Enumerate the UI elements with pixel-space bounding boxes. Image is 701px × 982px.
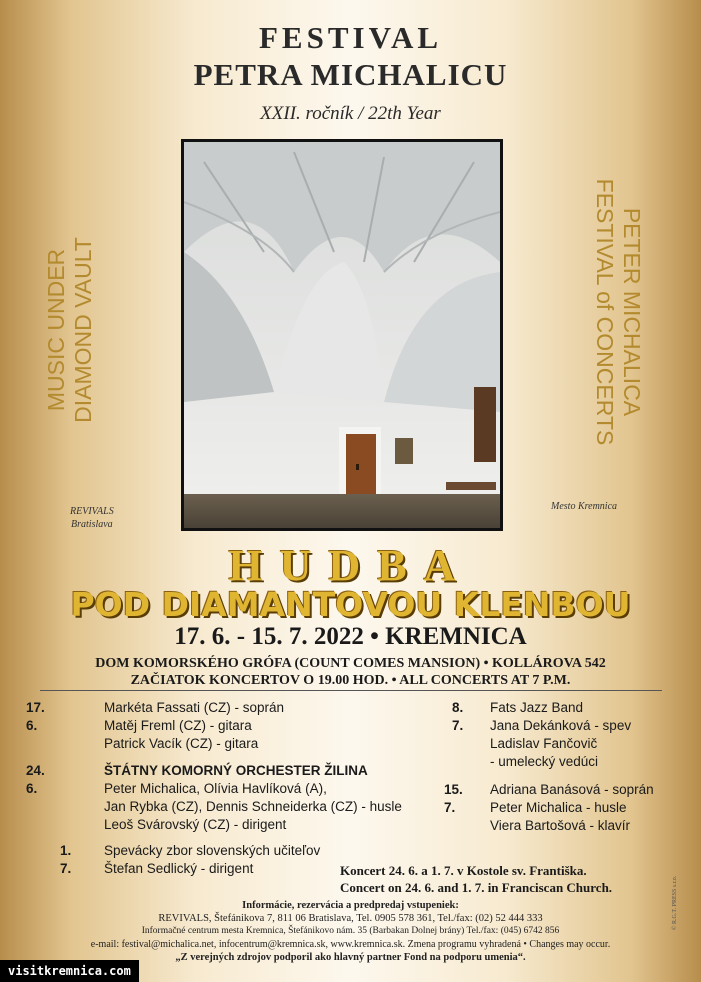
vault-photo <box>181 139 503 531</box>
organizer-right: Mesto Kremnica <box>551 501 618 512</box>
performer-line: Markéta Fassati (CZ) - soprán <box>104 700 285 715</box>
vault-photo-image <box>184 142 500 528</box>
program-lines <box>490 781 654 835</box>
performer-line: Fats Jazz Band <box>490 700 584 715</box>
performer-line: Ladislav Fančovič <box>490 736 598 751</box>
church-note-sk: Koncert 24. 6. a 1. 7. v Kostole sv. Františka. <box>340 863 587 878</box>
church-note-en: Concert on 24. 6. and 1. 7. in Franciscan Church. <box>340 880 613 895</box>
performer-line: Matěj Freml (CZ) - gitara <box>104 718 252 733</box>
performer-line: Patrick Vacík (CZ) - gitara <box>104 736 259 751</box>
organizer-left-city: Bratislava <box>71 519 113 530</box>
organizer-left-name: REVIVALS <box>70 506 114 517</box>
performer-line: Štefan Sedlický - dirigent <box>104 861 254 876</box>
performer-line: Adriana Banásová - soprán <box>490 782 654 797</box>
program-date: 15. 7. <box>444 782 463 815</box>
performer-line: Spevácky zbor slovenských učiteľov <box>104 843 321 858</box>
right-vertical-title <box>591 162 645 462</box>
program-date: 17. 6. <box>26 700 45 733</box>
performer-line: Leoš Svárovský (CZ) - dirigent <box>104 817 287 832</box>
left-vertical-line1: MUSIC UNDER <box>43 248 69 412</box>
performer-line: Jana Dekánková - spev <box>490 718 632 733</box>
funding-note: „Z verejných zdrojov podporil ako hlavný partner Fond na podporu umenia“. <box>175 952 526 963</box>
right-vertical-line1: PETER MICHALICA <box>619 207 645 417</box>
divider-line <box>40 690 662 691</box>
watermark-link[interactable]: visitkremnica.com <box>0 960 139 982</box>
performer-line: Peter Michalica - husle <box>490 800 627 815</box>
performer-line: Viera Bartošová - klavír <box>490 818 631 833</box>
festival-name: PETRA MICHALICU <box>193 57 508 92</box>
copyright-note: © R.G.T. PRESS s.r.o. <box>672 875 678 930</box>
performer-line: Peter Michalica, Olívia Havlíková (A), <box>104 781 327 796</box>
program-date: 8. 7. <box>452 700 464 733</box>
program-date: 1. 7. <box>60 843 72 876</box>
program-date: 24. 6. <box>26 763 45 796</box>
info-line-infocentrum: Informačné centrum mesta Kremnica, Štefánikovo nám. 35 (Barbakan Dolnej brány) Tel./fax: (045) 6742 856 <box>141 926 560 936</box>
festival-dates: 17. 6. - 15. 7. 2022 • KREMNICA <box>174 623 527 650</box>
program-lines <box>104 842 320 878</box>
venue-line: DOM KOMORSKÉHO GRÓFA (COUNT COMES MANSION) • KOLLÁROVA 542 <box>95 656 606 671</box>
start-time-line: ZAČIATOK KONCERTOV O 19.00 HOD. • ALL CONCERTS AT 7 P.M. <box>130 673 571 688</box>
performer-line: - umelecký vedúci <box>490 754 599 769</box>
organizer-left <box>70 505 114 531</box>
left-vertical-title <box>43 200 97 460</box>
info-line-revivals: REVIVALS, Štefánikova 7, 811 06 Bratislava, Tel. 0905 578 361, Tel./fax: (02) 52 444 333 <box>158 913 543 924</box>
program-lines <box>104 762 402 834</box>
subtitle: POD DIAMANTOVOU KLENBOU <box>70 585 631 624</box>
festival-word: FESTIVAL <box>258 20 443 55</box>
main-title: HUDBA <box>228 541 473 590</box>
program-lines <box>490 699 631 771</box>
left-vertical-line2: DIAMOND VAULT <box>70 237 96 423</box>
info-heading: Informácie, rezervácia a predpredaj vstupeniek: <box>242 900 459 911</box>
right-vertical-line2: FESTIVAL of CONCERTS <box>592 178 618 446</box>
info-line-contacts: e-mail: festival@michalica.net, infocentrum@kremnica.sk, www.kremnica.sk. Zmena programu vyhradená • Changes may occur. <box>90 939 611 950</box>
church-concert-note <box>340 862 612 896</box>
ensemble-line: ŠTÁTNY KOMORNÝ ORCHESTER ŽILINA <box>104 763 368 778</box>
edition-label: XXII. ročník / 22th Year <box>260 103 441 124</box>
performer-line: Jan Rybka (CZ), Dennis Schneiderka (CZ) - husle <box>104 799 402 814</box>
program-lines <box>104 699 284 753</box>
